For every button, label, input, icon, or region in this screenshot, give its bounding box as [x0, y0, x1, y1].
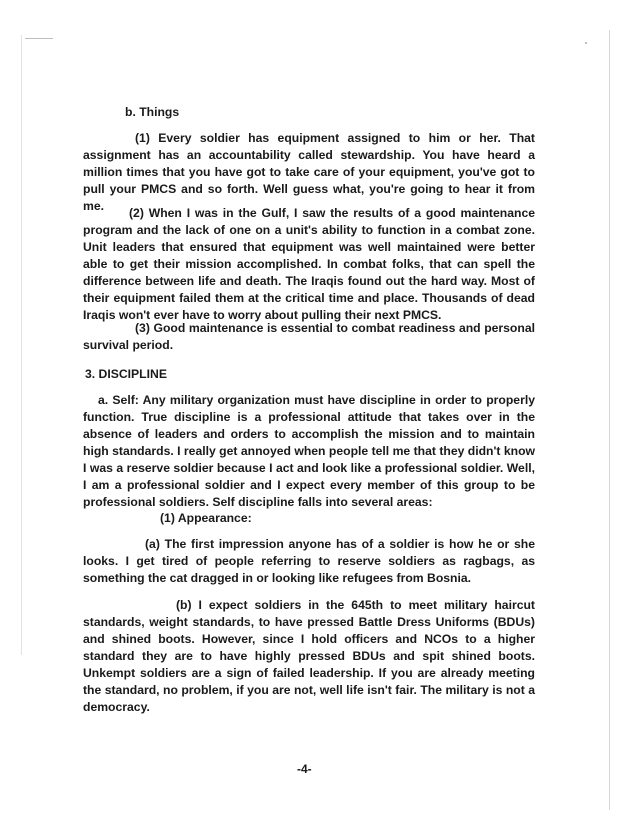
section-b-paragraph-1: (1) Every soldier has equipment assigned to him or her. That assignment has an accountability called stewardship. You have heard a million times that you have got to take care of your equipment, you've got to pull your PMCS and so forth. Well guess what, you're going to hear it from me.: [83, 131, 535, 213]
section-b-heading: b. Things: [125, 105, 180, 119]
appearance-paragraph-a: (a) The first impression anyone has of a soldier is how he or she looks. I get tired of people referring to reserve soldiers as ragbags, as something the cat dragged in or looking like refugees from Bosnia.: [83, 537, 535, 585]
section-b-paragraph-2: (2) When I was in the Gulf, I saw the results of a good maintenance program and the lack of one on a unit's ability to function in a combat zone. Unit leaders that ensured that equipment was well maintained were better able to get their mission accomplished. In combat folks, that can spell the difference between life and death. The Iraqis found out the hard way. Most of their equipment failed them at the critical time and place. Thousands of dead Iraqis won't ever have to worry about pulling their next PMCS.: [83, 206, 535, 322]
scan-edge-right: [609, 30, 610, 810]
scan-speck: [585, 42, 587, 44]
scan-speck: [25, 38, 53, 39]
scan-edge-left: [21, 35, 22, 655]
appearance-heading: (1) Appearance:: [160, 511, 252, 525]
discipline-self-paragraph: a. Self: Any military organization must have discipline in order to properly function. True discipline is a professional attitude that takes over in the absence of leaders and orders to accomplish the mission and to maintain high standards. I really get annoyed when people tell me that they didn't know I was a reserve soldier because I act and look like a professional soldier. Well, I am a professional soldier and I expect every member of this group to be professional soldiers. Self discipline falls into several areas:: [83, 393, 535, 509]
section-b-paragraph-3: (3) Good maintenance is essential to combat readiness and personal survival period.: [83, 321, 535, 352]
page-number: -4-: [297, 762, 312, 776]
section-3-heading: 3. DISCIPLINE: [85, 367, 167, 381]
appearance-paragraph-b: (b) I expect soldiers in the 645th to meet military haircut standards, weight standards, to have pressed Battle Dress Uniforms (BDUs) and shined boots. However, since I hold officers and NCOs to a higher standard they are to have highly pressed BDUs and spit shined boots. Unkempt soldiers are a sign of failed leadership. If you are already meeting the standard, no problem, if you are not, well life isn't fair. The military is not a democracy.: [83, 598, 535, 714]
